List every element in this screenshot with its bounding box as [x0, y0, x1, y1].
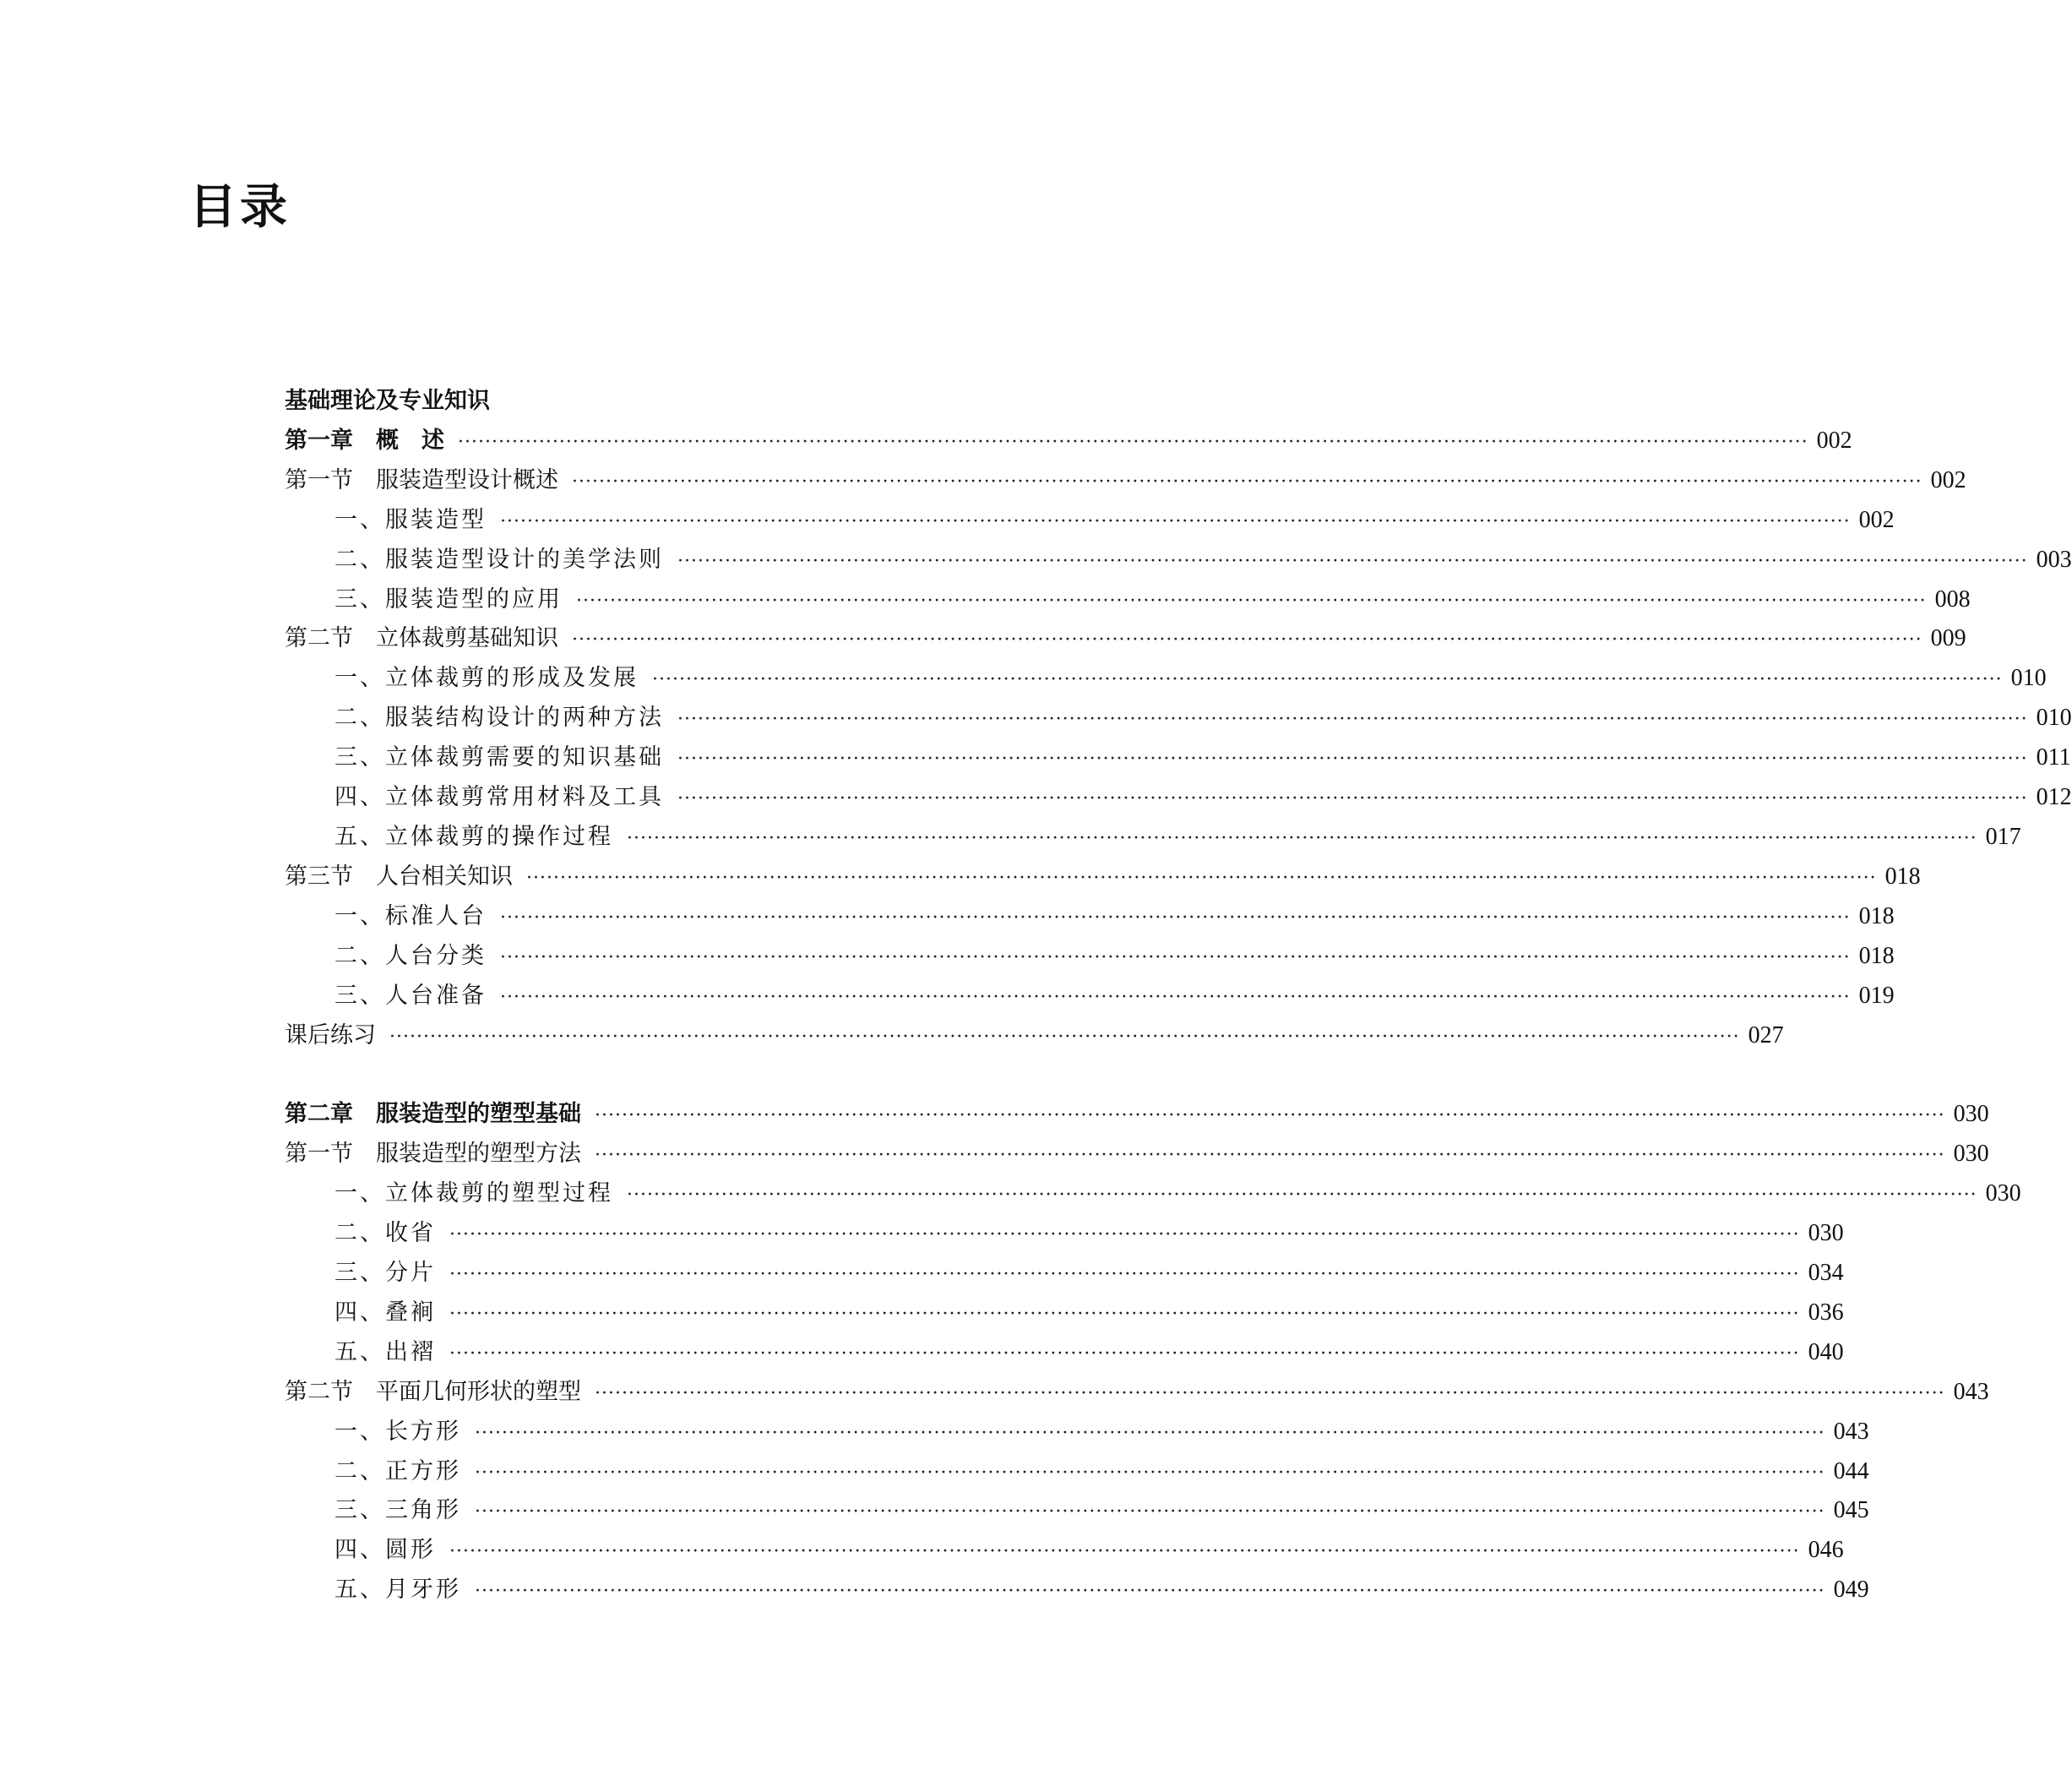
toc-leader-dots: ········································································································································································································	[627, 828, 1977, 849]
toc-entry	[285, 619, 1966, 658]
toc-entry-label: 五、月牙形	[334, 1577, 461, 1603]
toc-entry-label: 二、收省	[334, 1220, 436, 1246]
toc-entry-page: 034	[1808, 1260, 1844, 1286]
toc-entry-page: 019	[1858, 983, 1895, 1009]
toc-entry	[285, 1016, 1784, 1055]
toc-entry-label: 三、人台准备	[334, 983, 487, 1009]
part-title	[285, 382, 1112, 421]
toc-entry-page: 049	[1833, 1577, 1869, 1603]
toc-entry-page: 044	[1833, 1458, 1869, 1484]
toc-leader-dots: ········································································································································································································	[449, 1541, 1800, 1562]
toc-entry-page: 018	[1858, 943, 1895, 969]
toc-leader-dots: ········································································································································································································	[500, 907, 1851, 929]
toc-leader-dots: ········································································································································································································	[677, 709, 2028, 730]
toc-entry-label: 四、圆形	[334, 1537, 436, 1563]
toc-leader-dots: ········································································································································································································	[677, 788, 2028, 809]
toc-entry-page: 002	[1858, 507, 1895, 533]
toc-leader-dots: ········································································································································································································	[475, 1423, 1825, 1444]
toc-leader-dots: ········································································································································································································	[449, 1343, 1800, 1364]
toc-entry-label: 二、正方形	[334, 1458, 461, 1484]
toc-entry-label: 四、立体裁剪常用材料及工具	[334, 784, 664, 810]
toc-entry	[334, 1214, 1844, 1253]
toc-leader-dots: ········································································································································································································	[475, 1501, 1825, 1522]
toc-entry-page: 040	[1808, 1339, 1844, 1365]
toc-leader-dots: ········································································································································································································	[627, 1185, 1977, 1206]
toc-entry	[334, 699, 2072, 738]
toc-entry-label: 三、服装造型的应用	[334, 586, 563, 613]
toc-entry-page: 030	[1808, 1220, 1844, 1246]
toc-leader-dots: ········································································································································································································	[500, 511, 1851, 532]
toc-entry-page: 036	[1808, 1299, 1844, 1326]
toc-entry-label: 五、出褶	[334, 1339, 436, 1365]
part-title-label: 基础理论及专业知识	[285, 388, 490, 414]
toc-entry-page: 043	[1953, 1379, 1989, 1405]
toc-leader-dots: ········································································································································································································	[595, 1383, 1945, 1404]
toc-entry-page: 017	[1985, 824, 2021, 850]
toc-entry-label: 五、立体裁剪的操作过程	[334, 824, 613, 850]
toc-entry	[334, 580, 1971, 619]
toc-entry-label: 二、人台分类	[334, 943, 487, 969]
toc-leader-dots: ········································································································································································································	[526, 868, 1877, 889]
toc-leader-dots: ········································································································································································································	[572, 471, 1922, 493]
toc-entry-label: 三、三角形	[334, 1497, 461, 1523]
toc-entry	[285, 1095, 1989, 1134]
toc-entry-page: 030	[1985, 1180, 2021, 1206]
toc-entry-label: 一、服装造型	[334, 507, 487, 533]
toc-entry-page: 030	[1953, 1101, 1989, 1127]
toc-entry-label: 第一节 服装造型的塑型方法	[285, 1141, 581, 1167]
toc-entry	[334, 897, 1895, 936]
toc-entry	[334, 778, 2072, 817]
toc-entry	[334, 738, 2071, 777]
toc-entry	[285, 461, 1966, 500]
toc-leader-dots: ········································································································································································································	[500, 987, 1851, 1008]
toc-entry-label: 二、服装结构设计的两种方法	[334, 705, 664, 731]
toc-entry-label: 课后练习	[285, 1022, 376, 1048]
toc-entry	[334, 1413, 1869, 1451]
toc-entry	[334, 1491, 1869, 1530]
toc-leader-dots: ········································································································································································································	[475, 1581, 1825, 1602]
toc-entry-page: 043	[1833, 1419, 1869, 1445]
toc-leader-dots: ········································································································································································································	[389, 1027, 1740, 1048]
toc-entry-label: 第二节 立体裁剪基础知识	[285, 625, 558, 651]
toc-entry	[285, 858, 1921, 896]
toc-leader-dots: ········································································································································································································	[677, 749, 2028, 770]
toc-entry-page: 008	[1934, 586, 1971, 613]
toc-leader-dots: ········································································································································································································	[449, 1304, 1800, 1325]
toc-entry-page: 003	[2036, 547, 2072, 573]
toc-entry-page: 018	[1884, 863, 1921, 890]
toc-entry	[334, 977, 1895, 1016]
toc-leader-dots: ········································································································································································································	[576, 591, 1927, 612]
toc-entry	[334, 937, 1895, 976]
toc-entry-label: 四、叠裥	[334, 1299, 436, 1326]
toc-entry-page: 010	[2010, 665, 2047, 691]
toc-entry	[334, 1254, 1844, 1293]
toc-entry-label: 一、长方形	[334, 1419, 461, 1445]
toc-entry	[334, 1571, 1869, 1609]
toc-entry	[334, 1333, 1844, 1372]
toc-entry-label: 一、立体裁剪的形成及发展	[334, 665, 639, 691]
toc-leader-dots: ········································································································································································································	[458, 432, 1808, 453]
toc-entry-label: 一、标准人台	[334, 903, 487, 929]
toc-entry	[285, 422, 1852, 460]
toc-entry-page: 027	[1748, 1022, 1784, 1048]
toc-entry-label: 第三节 人台相关知识	[285, 863, 513, 890]
toc-entry-page: 046	[1808, 1537, 1844, 1563]
toc-entry-label: 一、立体裁剪的塑型过程	[334, 1180, 613, 1206]
toc-entry-page: 009	[1930, 625, 1966, 651]
toc-leader-dots: ········································································································································································································	[572, 629, 1922, 651]
toc-leader-dots: ········································································································································································································	[449, 1224, 1800, 1245]
toc-entry	[334, 659, 2047, 698]
toc-entry-page: 012	[2036, 784, 2072, 810]
toc-leader-dots: ········································································································································································································	[677, 551, 2028, 572]
toc-leader-dots: ········································································································································································································	[595, 1105, 1945, 1126]
toc-entry	[334, 1452, 1869, 1491]
toc-leader-dots: ········································································································································································································	[500, 947, 1851, 968]
toc-entry-label: 第二节 平面几何形状的塑型	[285, 1379, 581, 1405]
toc-entry	[285, 1135, 1989, 1174]
toc-entry-label: 第一节 服装造型设计概述	[285, 467, 558, 493]
toc-entry-label: 三、立体裁剪需要的知识基础	[334, 744, 664, 771]
toc-leader-dots: ········································································································································································································	[475, 1462, 1825, 1484]
toc-entry-page: 018	[1858, 903, 1895, 929]
toc-entry-label: 第一章 概 述	[285, 428, 444, 454]
toc-entry	[334, 1174, 2021, 1213]
toc-leader-dots: ········································································································································································································	[449, 1264, 1800, 1285]
toc-entry-page: 030	[1953, 1141, 1989, 1167]
toc-entry-label: 三、分片	[334, 1260, 436, 1286]
page-title: 目录	[189, 180, 291, 235]
toc-entry	[334, 1531, 1844, 1570]
toc-entry-label: 二、服装造型设计的美学法则	[334, 547, 664, 573]
toc-leader-dots: ········································································································································································································	[595, 1145, 1945, 1166]
toc-entry-label: 第二章 服装造型的塑型基础	[285, 1101, 581, 1127]
toc-entry-page: 011	[2036, 744, 2071, 771]
toc-entry	[334, 818, 2021, 857]
toc-leader-dots: ········································································································································································································	[652, 669, 2003, 690]
toc-entry	[334, 1293, 1844, 1332]
toc-entry	[285, 1373, 1989, 1412]
toc-entry	[334, 541, 2072, 580]
toc-entry-page: 002	[1816, 428, 1852, 454]
toc-entry	[334, 501, 1895, 540]
toc-entry-page: 010	[2036, 705, 2072, 731]
toc-entry-page: 045	[1833, 1497, 1869, 1523]
toc-entry-page: 002	[1930, 467, 1966, 493]
